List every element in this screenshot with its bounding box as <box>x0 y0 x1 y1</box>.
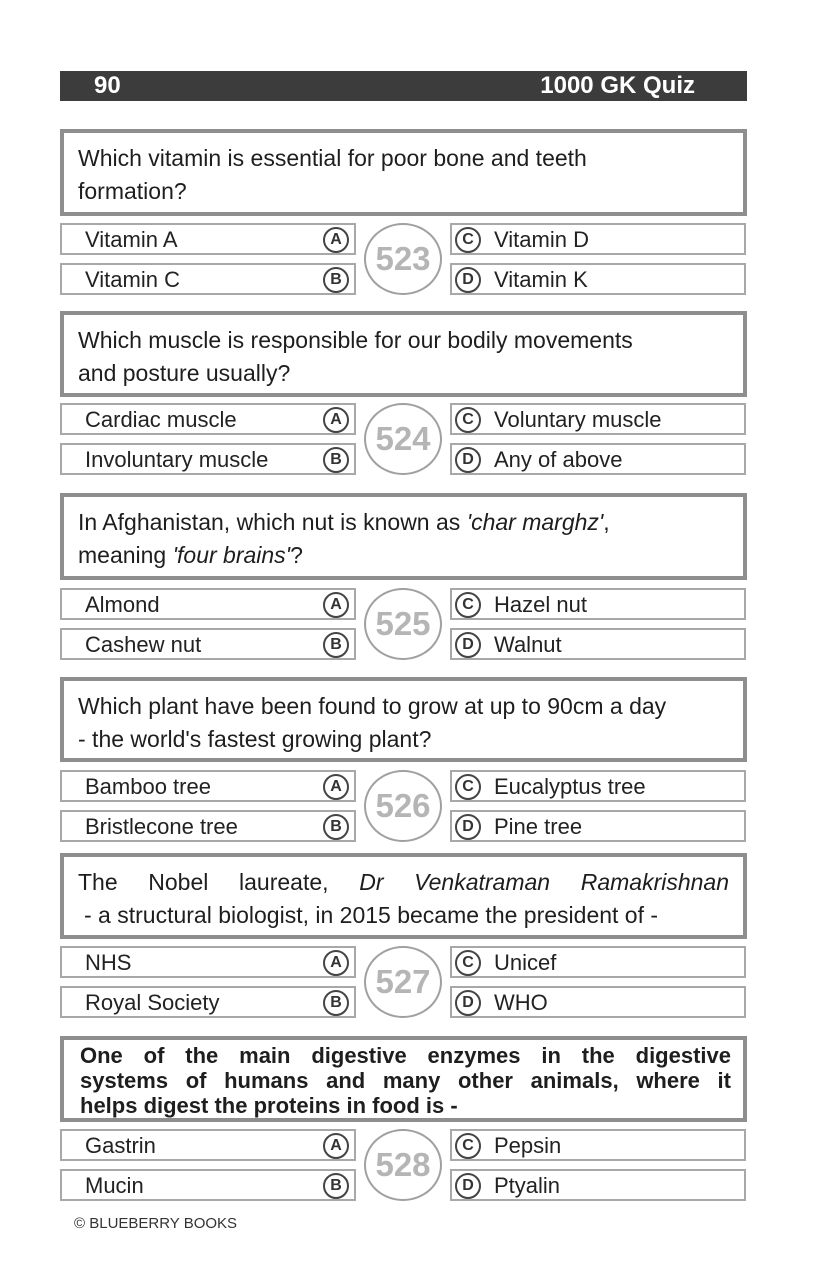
option-text: Eucalyptus tree <box>494 774 646 799</box>
option-letter-b: B <box>323 632 349 658</box>
question-italic-term: Dr Venkatraman Ramakrishnan <box>359 869 730 895</box>
option-text: NHS <box>85 950 132 975</box>
question-number-badge: 526 <box>364 770 442 842</box>
question-text-line: helps digest the proteins in food is - <box>80 1093 458 1118</box>
option-a[interactable] <box>60 588 356 620</box>
question-number-badge: 525 <box>364 588 442 660</box>
option-letter-a: A <box>323 407 349 433</box>
option-letter-d: D <box>455 447 481 473</box>
option-text: Cardiac muscle <box>85 407 237 432</box>
option-letter-b: B <box>323 267 349 293</box>
option-text: Walnut <box>494 632 562 657</box>
option-b[interactable] <box>60 810 356 842</box>
option-text: Vitamin A <box>85 227 178 252</box>
question-box-525 <box>60 493 747 580</box>
option-text: Vitamin D <box>494 227 589 252</box>
option-c[interactable] <box>450 946 746 978</box>
option-text: Any of above <box>494 447 623 472</box>
option-text: Unicef <box>494 950 557 975</box>
option-text: Hazel nut <box>494 592 587 617</box>
question-box-527 <box>60 853 747 939</box>
question-text-line: Which vitamin is essential for poor bone and teeth <box>78 145 587 171</box>
option-letter-a: A <box>323 950 349 976</box>
option-letter-b: B <box>323 990 349 1016</box>
option-letter-d: D <box>455 814 481 840</box>
option-letter-d: D <box>455 267 481 293</box>
option-letter-d: D <box>455 632 481 658</box>
option-letter-c: C <box>455 407 481 433</box>
question-text-line: Which muscle is responsible for our bodily movements <box>78 327 633 353</box>
option-letter-c: C <box>455 950 481 976</box>
option-d[interactable] <box>450 1169 746 1201</box>
option-text: Pepsin <box>494 1133 562 1158</box>
option-text: Almond <box>85 592 160 617</box>
question-number-badge: 527 <box>364 946 442 1018</box>
option-d[interactable] <box>450 628 746 660</box>
question-italic-term: 'four brains' <box>172 542 291 568</box>
option-c[interactable] <box>450 770 746 802</box>
option-d[interactable] <box>450 810 746 842</box>
option-b[interactable] <box>60 628 356 660</box>
option-letter-a: A <box>323 1133 349 1159</box>
question-number-badge: 528 <box>364 1129 442 1201</box>
option-text: Cashew nut <box>85 632 202 657</box>
question-text-line: Which plant have been found to grow at up to 90cm a day <box>78 693 667 719</box>
option-d[interactable] <box>450 443 746 475</box>
question-text-line <box>78 506 729 539</box>
question-box-523 <box>60 129 747 216</box>
question-box-526 <box>60 677 747 762</box>
option-text: Ptyalin <box>494 1173 561 1198</box>
option-c[interactable] <box>450 223 746 255</box>
question-text-line: - a structural biologist, in 2015 became the president of - <box>84 902 659 928</box>
option-letter-d: D <box>455 990 481 1016</box>
option-letter-a: A <box>323 592 349 618</box>
question-text: The Nobel laureate, <box>78 869 360 895</box>
question-text-line: - the world's fastest growing plant? <box>78 726 432 752</box>
question-text: meaning <box>78 542 173 568</box>
option-a[interactable] <box>60 1129 356 1161</box>
option-letter-c: C <box>455 592 481 618</box>
option-letter-b: B <box>323 447 349 473</box>
option-text: Mucin <box>85 1173 144 1198</box>
option-letter-c: C <box>455 774 481 800</box>
page-number: 90 <box>94 72 121 99</box>
option-text: Royal Society <box>85 990 220 1015</box>
option-b[interactable] <box>60 1169 356 1201</box>
page-header <box>60 71 747 101</box>
option-text: WHO <box>494 990 548 1015</box>
option-text: Vitamin C <box>85 267 180 292</box>
question-box-528 <box>60 1036 747 1122</box>
option-text: Bamboo tree <box>85 774 211 799</box>
option-text: Pine tree <box>494 814 583 839</box>
question-text-line: formation? <box>78 178 187 204</box>
option-letter-a: A <box>323 774 349 800</box>
question-text-line <box>78 539 729 572</box>
option-b[interactable] <box>60 263 356 295</box>
book-title: 1000 GK Quiz <box>540 72 695 99</box>
option-d[interactable] <box>450 263 746 295</box>
option-text: Voluntary muscle <box>494 407 662 432</box>
question-text-line: and posture usually? <box>78 360 291 386</box>
option-text: Gastrin <box>85 1133 156 1158</box>
option-text: Bristlecone tree <box>85 814 238 839</box>
option-b[interactable] <box>60 443 356 475</box>
option-letter-b: B <box>323 814 349 840</box>
option-letter-d: D <box>455 1173 481 1199</box>
option-letter-c: C <box>455 1133 481 1159</box>
option-a[interactable] <box>60 946 356 978</box>
option-c[interactable] <box>450 588 746 620</box>
question-number-badge: 524 <box>364 403 442 475</box>
question-text-line <box>78 866 729 899</box>
question-text: , <box>603 509 610 535</box>
option-letter-b: B <box>323 1173 349 1199</box>
option-a[interactable] <box>60 403 356 435</box>
question-text-line: systems of humans and many other animals, where it <box>80 1068 731 1093</box>
option-text: Involuntary muscle <box>85 447 269 472</box>
copyright-footer: © BLUEBERRY BOOKS <box>74 1215 238 1232</box>
question-number-badge: 523 <box>364 223 442 295</box>
question-box-524 <box>60 311 747 397</box>
option-letter-c: C <box>455 227 481 253</box>
option-text: Vitamin K <box>494 267 588 292</box>
option-d[interactable] <box>450 986 746 1018</box>
option-a[interactable] <box>60 770 356 802</box>
question-text: In Afghanistan, which nut is known as <box>78 509 467 535</box>
option-letter-a: A <box>323 227 349 253</box>
question-italic-term: 'char marghz' <box>466 509 604 535</box>
option-b[interactable] <box>60 986 356 1018</box>
option-c[interactable] <box>450 403 746 435</box>
option-c[interactable] <box>450 1129 746 1161</box>
question-text-line: One of the main digestive enzymes in the digestive <box>80 1043 731 1068</box>
option-a[interactable] <box>60 223 356 255</box>
question-text: ? <box>290 542 303 568</box>
